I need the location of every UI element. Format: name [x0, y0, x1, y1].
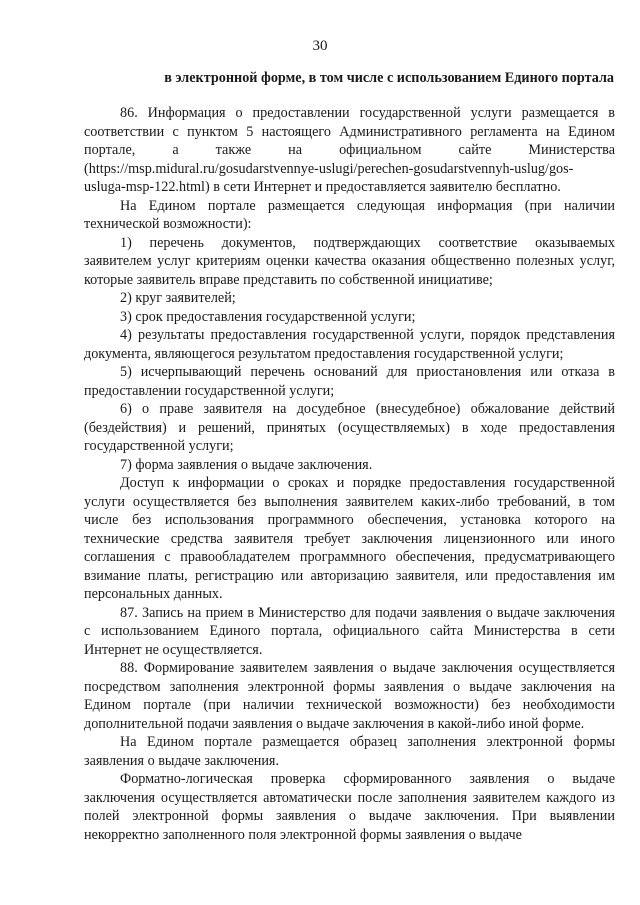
paragraph-portal-info: На Едином портале размещается следующая информация (при наличии технической возможности): — [84, 197, 615, 232]
list-item-1: 1) перечень документов, подтверждающих соответствие оказываемых заявителем услуг критериям оценки качества оказания общественно полезных услуг, которые заявитель вправе представить по собственной инициативе; — [84, 234, 615, 288]
paragraph-validation: Форматно-логическая проверка сформированного заявления о выдаче заключения осуществляется автоматически после заполнения заявителем каждого из полей электронной формы заявления о выдаче заключения. При выявлении некорректно заполненного поля электронной формы заявления о выдаче — [84, 771, 615, 843]
paragraph-88: 88. Формирование заявителем заявления о выдаче заключения осуществляется посредством заполнения электронной формы заявления о выдаче заключения на Едином портале (при наличии технической возможности) без необходимости дополнительной подачи заявления о выдаче заключения в какой-либо иной форме. — [84, 660, 615, 732]
list-item-6: 6) о праве заявителя на досудебное (внесудебное) обжалование действий (бездействия) и решений, принятых (осуществляемых) в ходе предоставления государственной услуги; — [84, 401, 615, 454]
paragraph-87: 87. Запись на прием в Министерство для подачи заявления о выдаче заключения с использованием Единого портала, официального сайта Министерства в сети Интернет не осуществляется. — [84, 604, 615, 658]
list-item-3: 3) срок предоставления государственной услуги; — [120, 308, 416, 325]
page-number: 30 — [312, 38, 328, 54]
list-item-2: 2) круг заявителей; — [120, 290, 236, 306]
document-body — [84, 104, 615, 844]
list-item-4: 4) результаты предоставления государственной услуги, порядок представления документа, являющегося результатом предоставления государственной услуги; — [84, 327, 615, 362]
list-item-7: 7) форма заявления о выдаче заключения. — [120, 456, 373, 473]
list-item-5: 5) исчерпывающий перечень оснований для приостановления или отказа в предоставлении государственной услуги; — [84, 364, 615, 399]
paragraph-86: 86. Информация о предоставлении государственной услуги размещается в соответствии с пунктом 5 настоящего Административного регламента на Едином портале, а также на официальном сайте Министерства (https://msp.midural.ru/gosudarstvennye-uslugi/perechen-gosudarstvennyh-uslug/gos-usluga-msp-122.html) в сети Интернет и предоставляется заявителю бесплатно. — [84, 105, 615, 195]
paragraph-access: Доступ к информации о сроках и порядке предоставления государственной услуги осуществляется без выполнения заявителем каких-либо требований, в том числе без использования программного обеспечения, установка которого на технические средства заявителя требует заключения лицензионного или иного соглашения с правообладателем программного обеспечения, предусматривающего взимание платы, регистрацию или авторизацию заявителя, или предоставления им персональных данных. — [84, 475, 615, 602]
section-heading: в электронной форме, в том числе с использованием Единого портала — [164, 70, 614, 86]
paragraph-sample: На Едином портале размещается образец заполнения электронной формы заявления о выдаче заключения. — [84, 734, 615, 769]
